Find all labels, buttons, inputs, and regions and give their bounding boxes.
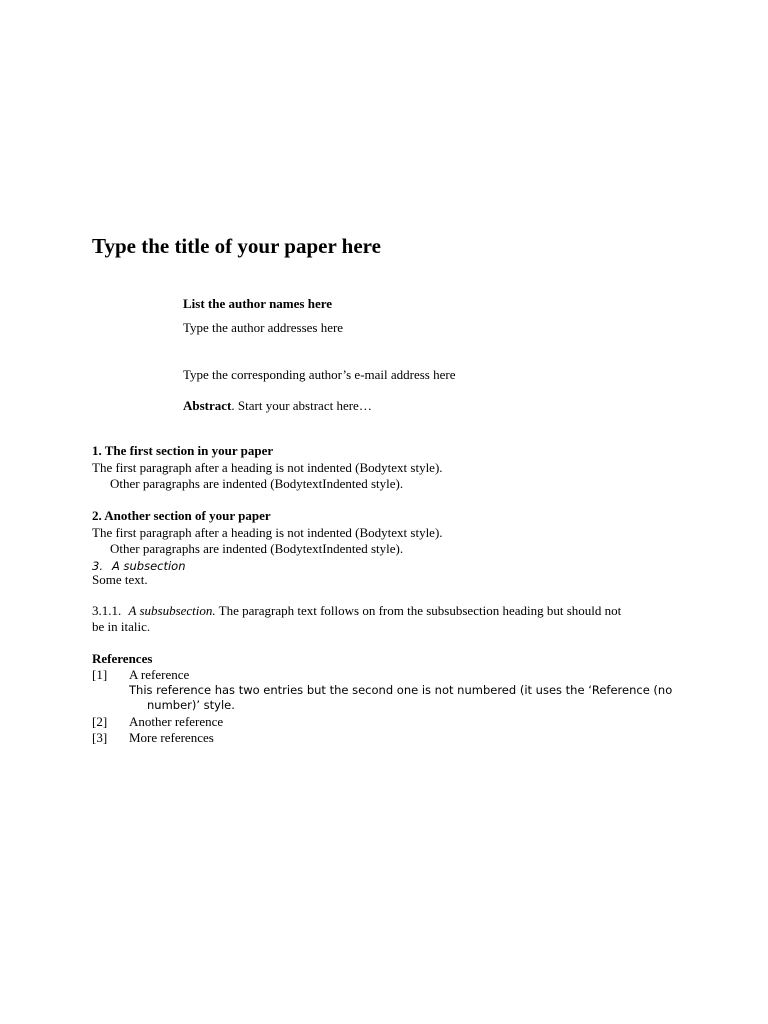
abstract-text: . Start your abstract here… (231, 398, 372, 413)
reference-text: Another reference (129, 714, 224, 729)
reference-number: [2] (92, 714, 108, 729)
subsubsection-text: The paragraph text follows on from the subsubsection heading but should not (218, 603, 622, 618)
reference-text: A reference (129, 667, 190, 682)
author-email: Type the corresponding author’s e-mail address here (183, 367, 456, 382)
subsection-text: Some text. (92, 572, 148, 587)
subsubsection-paragraph (92, 604, 621, 617)
section-2-paragraph-2: Other paragraphs are indented (BodytextIndented style). (110, 541, 404, 556)
section-1-paragraph-1: The first paragraph after a heading is not indented (Bodytext style). (92, 460, 443, 475)
author-names: List the author names here (183, 296, 333, 311)
subsection-title: A subsection (111, 559, 186, 573)
reference-number: [1] (92, 667, 108, 682)
reference-no-number-line-1: This reference has two entries but the second one is not numbered (it uses the ‘Reference (no (129, 683, 673, 697)
author-addresses: Type the author addresses here (183, 320, 344, 335)
subsubsection-number: 3.1.1. (92, 603, 122, 618)
subsubsection-title: A subsubsection. (128, 603, 216, 618)
subsubsection-text-continued: be in italic. (92, 619, 151, 634)
reference-text: More references (129, 730, 214, 745)
section-2-paragraph-1: The first paragraph after a heading is not indented (Bodytext style). (92, 525, 443, 540)
references-heading: References (92, 651, 153, 666)
paper-title: Type the title of your paper here (92, 234, 381, 258)
subsection-number: 3. (92, 559, 103, 573)
abstract (183, 399, 372, 412)
section-1-paragraph-2: Other paragraphs are indented (BodytextIndented style). (110, 476, 404, 491)
abstract-label: Abstract (183, 398, 232, 413)
section-1-heading: 1. The first section in your paper (92, 443, 274, 458)
reference-no-number-line-2: number)’ style. (147, 698, 235, 712)
reference-number: [3] (92, 730, 108, 745)
section-2-heading: 2. Another section of your paper (92, 508, 271, 523)
